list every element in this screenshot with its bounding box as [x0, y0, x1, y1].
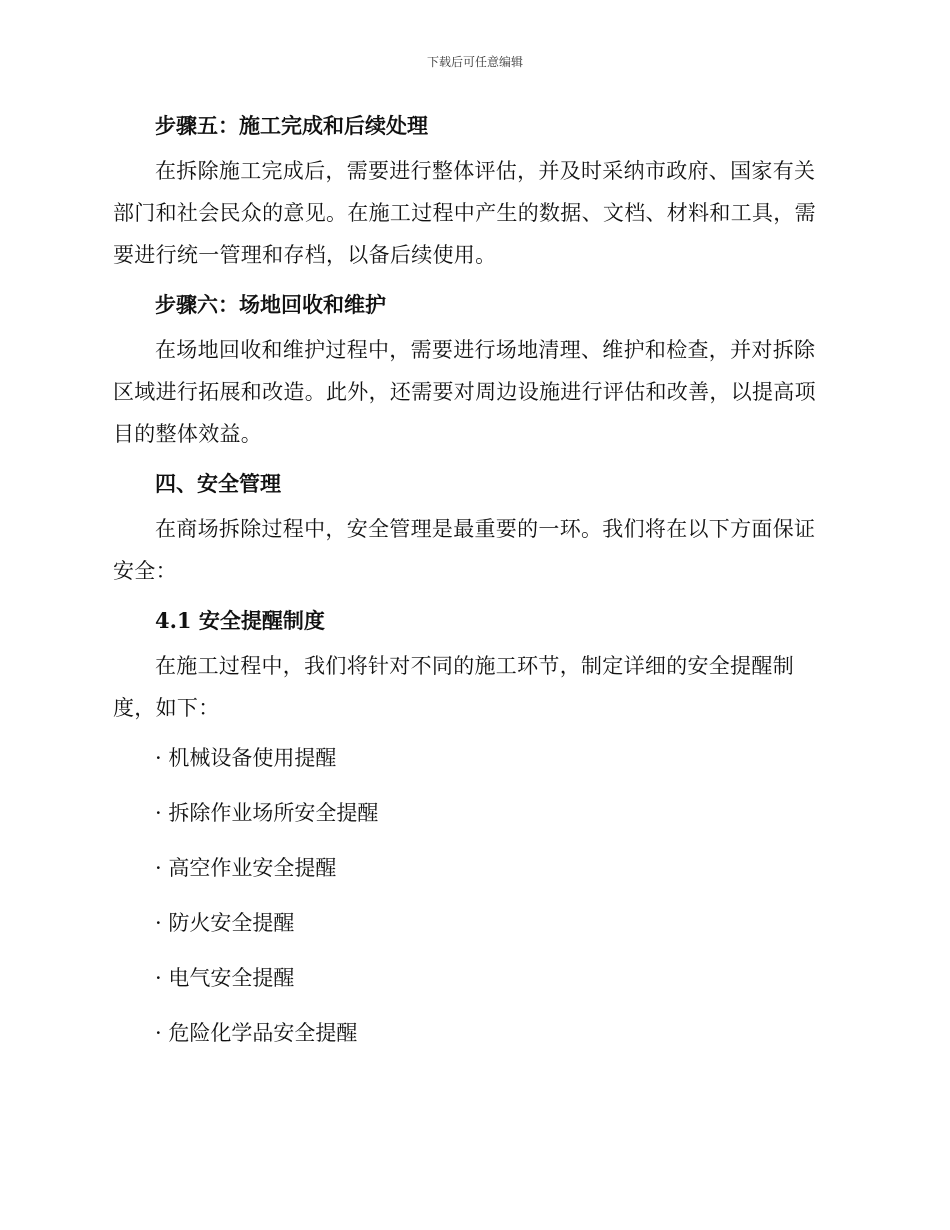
safety-reminder-list	[113, 742, 833, 1049]
list-item: · 拆除作业场所安全提醒	[155, 801, 379, 825]
section41-line-1: 在施工过程中，我们将针对不同的施工环节，制定详细的安全提醒制	[155, 654, 794, 678]
section41-line-2: 度，如下：	[113, 696, 220, 720]
step5-line-2: 部门和社会民众的意见。在施工过程中产生的数据、文档、材料和工具，需	[113, 201, 816, 225]
document-body	[113, 110, 833, 1049]
section4-line-1: 在商场拆除过程中，安全管理是最重要的一环。我们将在以下方面保证	[155, 517, 816, 541]
step6-heading: 步骤六：场地回收和维护	[155, 292, 386, 317]
step6-line-1: 在场地回收和维护过程中，需要进行场地清理、维护和检查，并对拆除	[155, 338, 816, 362]
section4-paragraph	[113, 508, 833, 592]
list-item: · 机械设备使用提醒	[155, 746, 337, 770]
step6-paragraph	[113, 329, 833, 455]
page-header: 下载后可任意编辑	[426, 55, 523, 69]
step5-line-1: 在拆除施工完成后，需要进行整体评估，并及时采纳市政府、国家有关	[155, 159, 816, 183]
section41-heading: 4.1 安全提醒制度	[155, 608, 325, 633]
list-item: · 高空作业安全提醒	[155, 856, 337, 880]
list-item: · 危险化学品安全提醒	[155, 1021, 358, 1045]
list-item: · 电气安全提醒	[155, 966, 295, 990]
step6-line-2: 区域进行拓展和改造。此外，还需要对周边设施进行评估和改善，以提高项	[113, 380, 816, 404]
section4-heading: 四、安全管理	[155, 471, 281, 496]
step5-heading: 步骤五：施工完成和后续处理	[155, 113, 428, 138]
step5-paragraph	[113, 150, 833, 276]
step6-line-3: 目的整体效益。	[113, 422, 263, 446]
step5-line-3: 要进行统一管理和存档，以备后续使用。	[113, 243, 497, 267]
section4-line-2: 安全：	[113, 559, 177, 583]
list-item: · 防火安全提醒	[155, 911, 295, 935]
section41-paragraph	[113, 645, 833, 729]
